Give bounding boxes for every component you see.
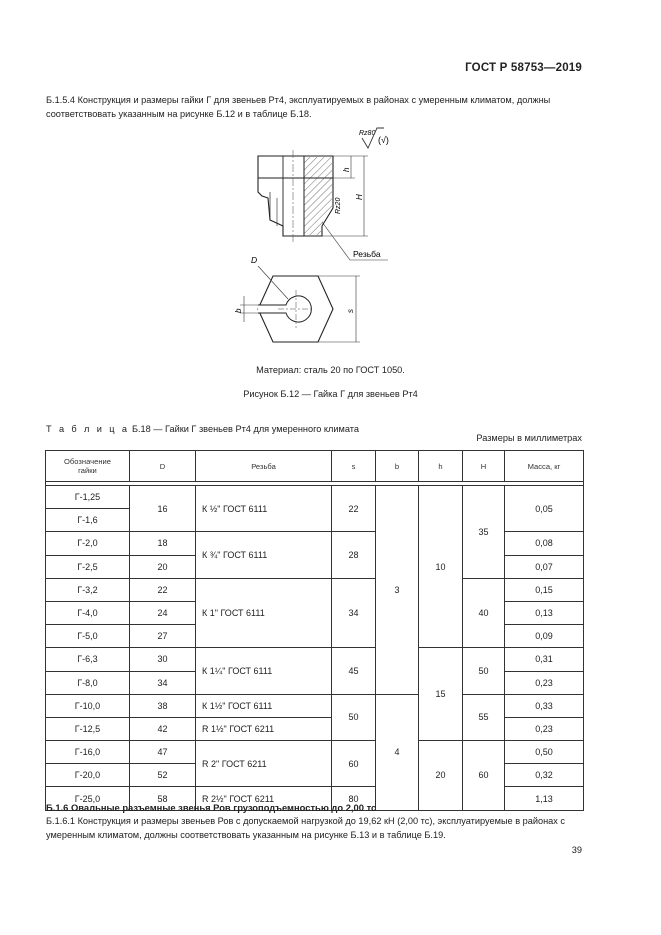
header-s: s (332, 451, 376, 482)
material-note: Материал: сталь 20 по ГОСТ 1050. (256, 365, 405, 375)
nut-side-view (258, 150, 333, 242)
page-number: 39 (571, 845, 582, 855)
svg-text:s: s (346, 309, 355, 313)
table-caption (46, 424, 359, 434)
header-designation: Обозначение гайки (46, 451, 130, 482)
table-header-row (46, 451, 584, 482)
header-d: D (130, 451, 196, 482)
table-row: Г-10,0 38 К 1½" ГОСТ 6111 50 4 55 0,33 (46, 694, 584, 717)
figure-caption: Рисунок Б.12 — Гайка Г для звеньев Рт4 (243, 389, 418, 399)
header-h: h (419, 451, 463, 482)
svg-text:(√): (√) (378, 135, 389, 145)
thread-leader (322, 222, 388, 260)
svg-text:Rz20: Rz20 (335, 197, 342, 214)
nut-table (45, 450, 584, 811)
table-row: Г-3,2 22 К 1" ГОСТ 6111 34 40 0,15 (46, 578, 584, 601)
nut-top-view (234, 255, 360, 342)
section-title: Б.1.6 Овальные разъемные звенья Ров грузоподъемностью до 2,00 тс (46, 802, 377, 813)
svg-text:Rz80: Rz80 (359, 130, 376, 137)
intro-paragraph: Б.1.5.4 Конструкция и размеры гайки Г для звеньев Рт4, эксплуатируемых в районах с умеренным климатом, должны соответствовать указанным на рисунке Б.12 и в таблице Б.18. (46, 95, 551, 119)
nut-drawing (0, 0, 661, 400)
table-row: Г-8,0 34 0,23 (46, 671, 584, 694)
table-row: Г-4,0 24 0,13 (46, 601, 584, 624)
table-row: Г-5,0 27 0,09 (46, 625, 584, 648)
svg-text:h: h (342, 167, 351, 172)
table-row: Г-6,3 30 К 1¼" ГОСТ 6111 45 15 50 0,31 (46, 648, 584, 671)
table-row: Г-1,25 16 К ½" ГОСТ 6111 22 3 10 35 0,05 (46, 486, 584, 509)
document-header: ГОСТ Р 58753—2019 (465, 62, 582, 74)
table-row: Г-2,0 18 К ¾" ГОСТ 6111 28 0,08 (46, 532, 584, 555)
table-row: Г-2,5 20 0,07 (46, 555, 584, 578)
roughness-mark-top (359, 128, 389, 148)
table-row: Г-1,6 (46, 509, 584, 532)
table-row: Г-12,5 42 R 1½" ГОСТ 6211 0,23 (46, 717, 584, 740)
table-caption-prefix: Т а б л и ц а (46, 424, 130, 434)
header-thread: Резьба (196, 451, 332, 482)
section-paragraph: Б.1.6.1 Конструкция и размеры звеньев Ров с допускаемой нагрузкой до 19,62 кН (2,00 тс), эксплуатируемые в районах с умеренным климатом, должны соответствовать указанным на рисунке Б.13 и в таблице Б.19. (46, 816, 566, 840)
table-row: Г-20,0 52 0,32 (46, 764, 584, 787)
table-row: Г-16,0 47 R 2" ГОСТ 6211 60 20 60 0,50 (46, 741, 584, 764)
table-units: Размеры в миллиметрах (476, 433, 582, 443)
table-caption-title: Б.18 — Гайки Г звеньев Рт4 для умеренного климата (131, 424, 359, 434)
svg-text:D: D (251, 255, 258, 265)
svg-text:b: b (234, 308, 243, 313)
table-row: Г-25,0 58 R 2½" ГОСТ 6211 80 1,13 (46, 787, 584, 810)
header-H: H (463, 451, 505, 482)
svg-text:Резьба: Резьба (353, 249, 381, 259)
header-b: b (376, 451, 419, 482)
svg-text:H: H (355, 194, 364, 200)
header-mass: Масса, кг (505, 451, 584, 482)
